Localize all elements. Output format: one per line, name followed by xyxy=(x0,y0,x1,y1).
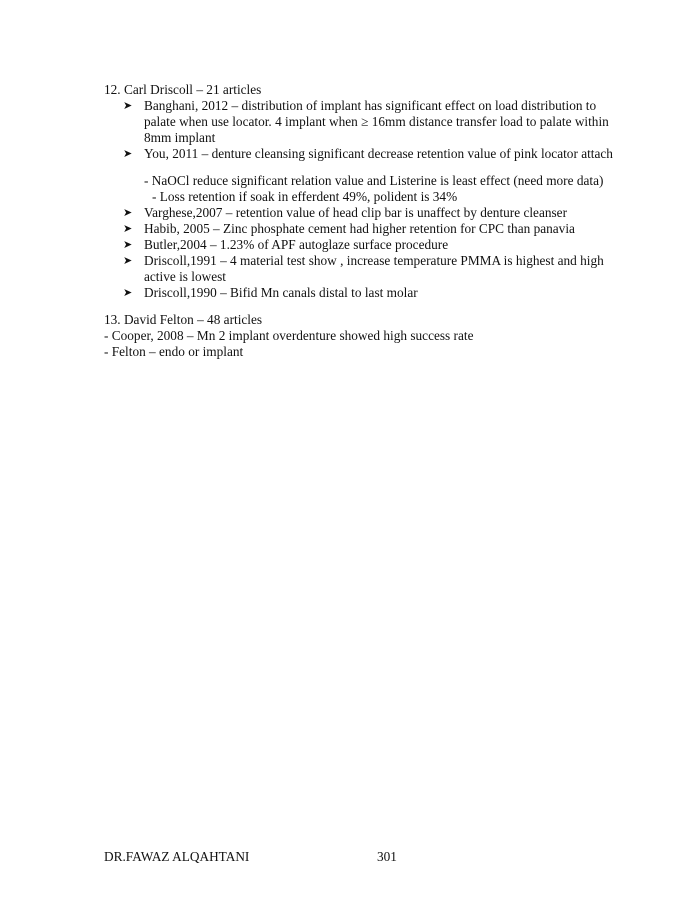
section-heading-12: 12. Carl Driscoll – 21 articles xyxy=(104,82,262,97)
arrow-bullet-icon: ➤ xyxy=(123,223,133,235)
dash-item: - Felton – endo or implant xyxy=(104,344,244,359)
note-efferdent: - Loss retention if soak in efferdent 49%, polident is 34% xyxy=(152,189,458,204)
bullet-text: Driscoll,1990 – Bifid Mn canals distal to last molar xyxy=(144,285,418,300)
arrow-bullet-icon: ➤ xyxy=(123,255,133,267)
bullet-item xyxy=(104,98,619,146)
bullet-text: Habib, 2005 – Zinc phosphate cement had higher retention for CPC than panavia xyxy=(144,221,575,236)
bullet-text: Butler,2004 – 1.23% of APF autoglaze surface procedure xyxy=(144,237,449,252)
bullet-list-12a xyxy=(104,98,619,162)
bullet-list-12b xyxy=(104,205,619,301)
section-13 xyxy=(104,312,619,360)
page-number: 301 xyxy=(377,849,397,864)
bullet-item xyxy=(104,146,619,162)
bullet-text: Banghani, 2012 – distribution of implant has significant effect on load distribution to palate when use locator. 4 implant when ≥ 16mm distance transfer load to palate within 8mm implant xyxy=(144,98,609,145)
dash-item: - Cooper, 2008 – Mn 2 implant overdenture showed high success rate xyxy=(104,328,474,343)
arrow-bullet-icon: ➤ xyxy=(123,239,133,251)
arrow-bullet-icon: ➤ xyxy=(123,287,133,299)
section-heading-13: 13. David Felton – 48 articles xyxy=(104,312,263,327)
bullet-text: Varghese,2007 – retention value of head clip bar is unaffect by denture cleanser xyxy=(144,205,568,220)
arrow-bullet-icon: ➤ xyxy=(123,207,133,219)
bullet-item xyxy=(104,285,619,301)
page-content xyxy=(104,82,619,360)
arrow-bullet-icon: ➤ xyxy=(123,100,133,112)
bullet-item xyxy=(104,237,619,253)
page-footer xyxy=(104,848,619,866)
bullet-text: You, 2011 – denture cleansing significant decrease retention value of pink locator attach xyxy=(144,146,613,161)
note-naocl: - NaOCl reduce significant relation value and Listerine is least effect (need more data) xyxy=(144,173,604,188)
bullet-item xyxy=(104,205,619,221)
arrow-bullet-icon: ➤ xyxy=(123,148,133,160)
footer-author: DR.FAWAZ ALQAHTANI xyxy=(104,849,250,864)
bullet-item xyxy=(104,221,619,237)
bullet-text: Driscoll,1991 – 4 material test show , increase temperature PMMA is highest and high active is lowest xyxy=(144,253,604,284)
bullet-item xyxy=(104,253,619,285)
